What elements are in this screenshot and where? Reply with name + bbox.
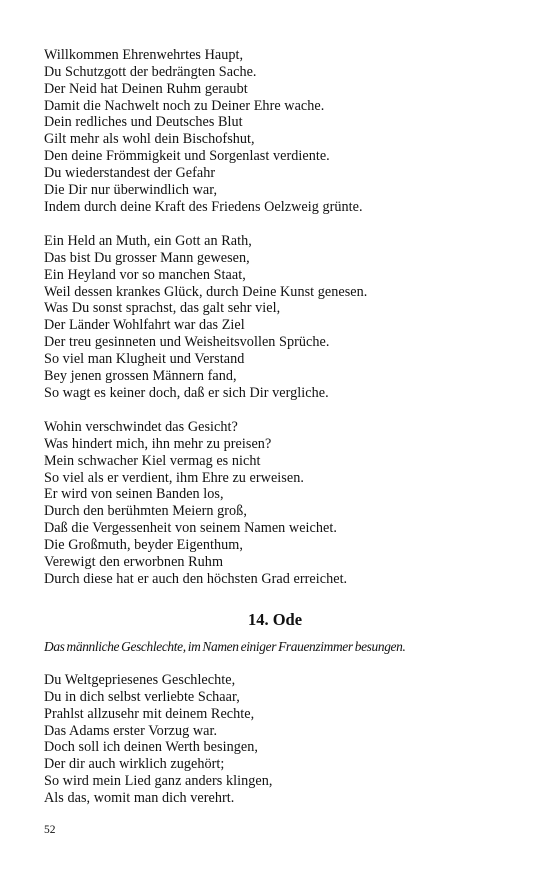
poem-line: Der treu gesinneten und Weisheitsvollen Sprüche. [44, 334, 330, 351]
poem-line: Prahlst allzusehr mit deinem Rechte, [44, 705, 255, 722]
poem-line: Das bist Du grosser Mann gewesen, [44, 249, 250, 266]
poem-line: Den deine Frömmigkeit und Sorgenlast verdiente. [44, 148, 330, 165]
ode-heading: 14. Ode [247, 610, 303, 629]
poem-line: Wohin verschwindet das Gesicht? [44, 419, 238, 435]
ode-subtitle: Das männliche Geschlechte, im Namen einiger Frauenzimmer besungen. [44, 639, 406, 654]
poem-line: Was Du sonst sprachst, das galt sehr viel, [44, 300, 281, 317]
poem-line: Was hindert mich, ihn mehr zu preisen? [44, 435, 272, 452]
poem-line: Dein redliches und Deutsches Blut [44, 114, 243, 131]
poem-line: Daß die Vergessenheit von seinem Namen weichet. [44, 520, 337, 537]
poem-line: Das Adams erster Vorzug war. [44, 722, 218, 739]
poem-line: Er wird von seinen Banden los, [44, 486, 224, 503]
poem-line: Du in dich selbst verliebte Schaar, [44, 688, 240, 705]
poem-line: So viel man Klugheit und Verstand [44, 350, 245, 367]
poem-line: Willkommen Ehrenwehrtes Haupt, [44, 47, 244, 63]
poem-line: Die Dir nur überwindlich war, [44, 181, 218, 198]
ode-stanza-1 [44, 672, 524, 807]
poem-line: Mein schwacher Kiel vermag es nicht [44, 452, 261, 469]
poem-line: Du Schutzgott der bedrängten Sache. [44, 63, 257, 80]
poem-line: So wagt es keiner doch, daß er sich Dir vergliche. [44, 384, 329, 401]
poem-line: Doch soll ich deinen Werth besingen, [44, 739, 258, 756]
poem-line: Bey jenen grossen Männern fand, [44, 367, 237, 384]
poem-stanza-2 [44, 233, 524, 401]
page-number: 52 [44, 824, 56, 836]
poem-line: Weil dessen krankes Glück, durch Deine Kunst genesen. [44, 283, 368, 300]
poem-line: Durch diese hat er auch den höchsten Grad erreichet. [44, 570, 348, 587]
poem-line: Der Neid hat Deinen Ruhm geraubt [44, 80, 248, 97]
poem-line: Du wiederstandest der Gefahr [44, 164, 216, 181]
poem-line: Ein Heyland vor so manchen Staat, [44, 266, 246, 283]
poem-line: Indem durch deine Kraft des Friedens Oelzweig grünte. [44, 198, 363, 215]
poem-line: Gilt mehr als wohl dein Bischofshut, [44, 131, 255, 148]
poem-line: Die Großmuth, beyder Eigenthum, [44, 536, 243, 553]
poem-line: So viel als er verdient, ihm Ehre zu erweisen. [44, 469, 304, 486]
poem-line: Der Länder Wohlfahrt war das Ziel [44, 317, 245, 334]
poem-line: So wird mein Lied ganz anders klingen, [44, 773, 273, 790]
poem-line: Der dir auch wirklich zugehört; [44, 756, 225, 773]
poem-stanza-3 [44, 419, 524, 587]
poem-line: Damit die Nachwelt noch zu Deiner Ehre wache. [44, 97, 325, 114]
poem-line: Durch den berühmten Meiern groß, [44, 503, 247, 520]
poem-line: Du Weltgepriesenes Geschlechte, [44, 672, 236, 688]
poem-line: Ein Held an Muth, ein Gott an Rath, [44, 233, 252, 249]
poem-line: Als das, womit man dich verehrt. [44, 789, 235, 806]
poem-stanza-1 [44, 47, 524, 215]
poem-line: Verewigt den erworbnen Ruhm [44, 553, 224, 570]
